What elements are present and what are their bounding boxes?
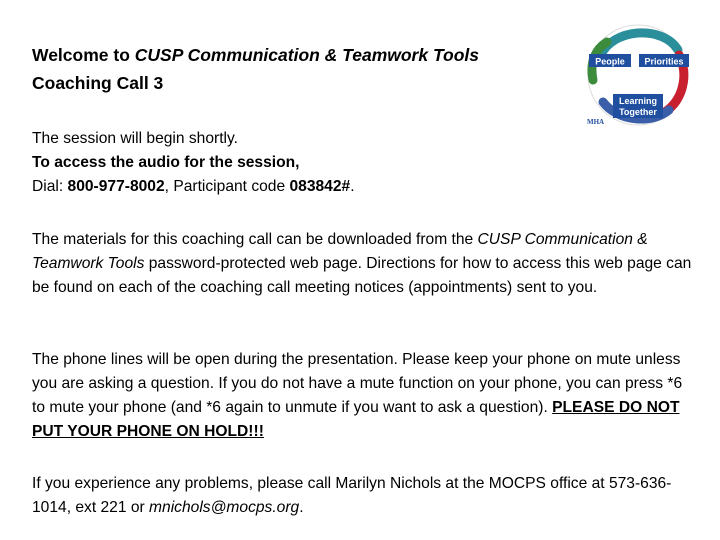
materials-program-name: CUSP Communication & Teamwork Tools xyxy=(32,231,648,272)
dial-line-end: . xyxy=(350,178,355,195)
phone-lines-paragraph xyxy=(32,348,692,444)
hold-warning: PLEASE DO NOT PUT YOUR PHONE ON HOLD!!! xyxy=(32,399,680,440)
dial-number: 800-977-8002 xyxy=(67,178,165,195)
problems-text: If you experience any problems, please call Marilyn Nichols at the MOCPS office at 573-636-1014, ext 221 or xyxy=(32,475,672,516)
logo-word-people: People xyxy=(595,56,625,67)
materials-text-2: password-protected web page. Directions for how to access this web page can be found on each of the coaching call meeting notices (appointments) sent to you. xyxy=(32,255,692,296)
audio-access-line: To access the audio for the session, xyxy=(32,154,300,171)
title-line-1 xyxy=(32,41,572,69)
problems-paragraph xyxy=(32,472,692,520)
participant-code: 083842# xyxy=(289,178,351,195)
problems-end: . xyxy=(299,499,304,516)
logo-word-together: Together xyxy=(619,107,657,117)
materials-text-1: The materials for this coaching call can be downloaded from the xyxy=(32,231,478,248)
page-title xyxy=(32,41,572,97)
session-info xyxy=(32,127,692,199)
logo-org-left: MHA xyxy=(587,118,605,126)
materials-paragraph xyxy=(32,228,692,300)
dial-label: Dial: xyxy=(32,178,68,195)
session-start-line: The session will begin shortly. xyxy=(32,130,238,147)
dial-line xyxy=(32,175,692,199)
title-prefix: Welcome to xyxy=(32,45,135,65)
title-program-name: CUSP Communication & Teamwork Tools xyxy=(134,45,479,65)
learning-together-logo xyxy=(583,20,693,130)
participant-label: , Participant code xyxy=(164,178,290,195)
logo-word-learning: Learning xyxy=(618,96,658,106)
contact-email[interactable]: mnichols@mocps.org xyxy=(149,499,300,516)
title-line-2: Coaching Call 3 xyxy=(32,73,164,93)
phone-lines-text: The phone lines will be open during the presentation. Please keep your phone on mute unless you are asking a question. If you do not have a mute function on your phone, you can press *6 to mute your phone (and *6 again to unmute if you want to ask a question). xyxy=(32,351,683,416)
logo-word-priorities: Priorities xyxy=(644,56,684,67)
logo-graphic xyxy=(583,20,693,130)
